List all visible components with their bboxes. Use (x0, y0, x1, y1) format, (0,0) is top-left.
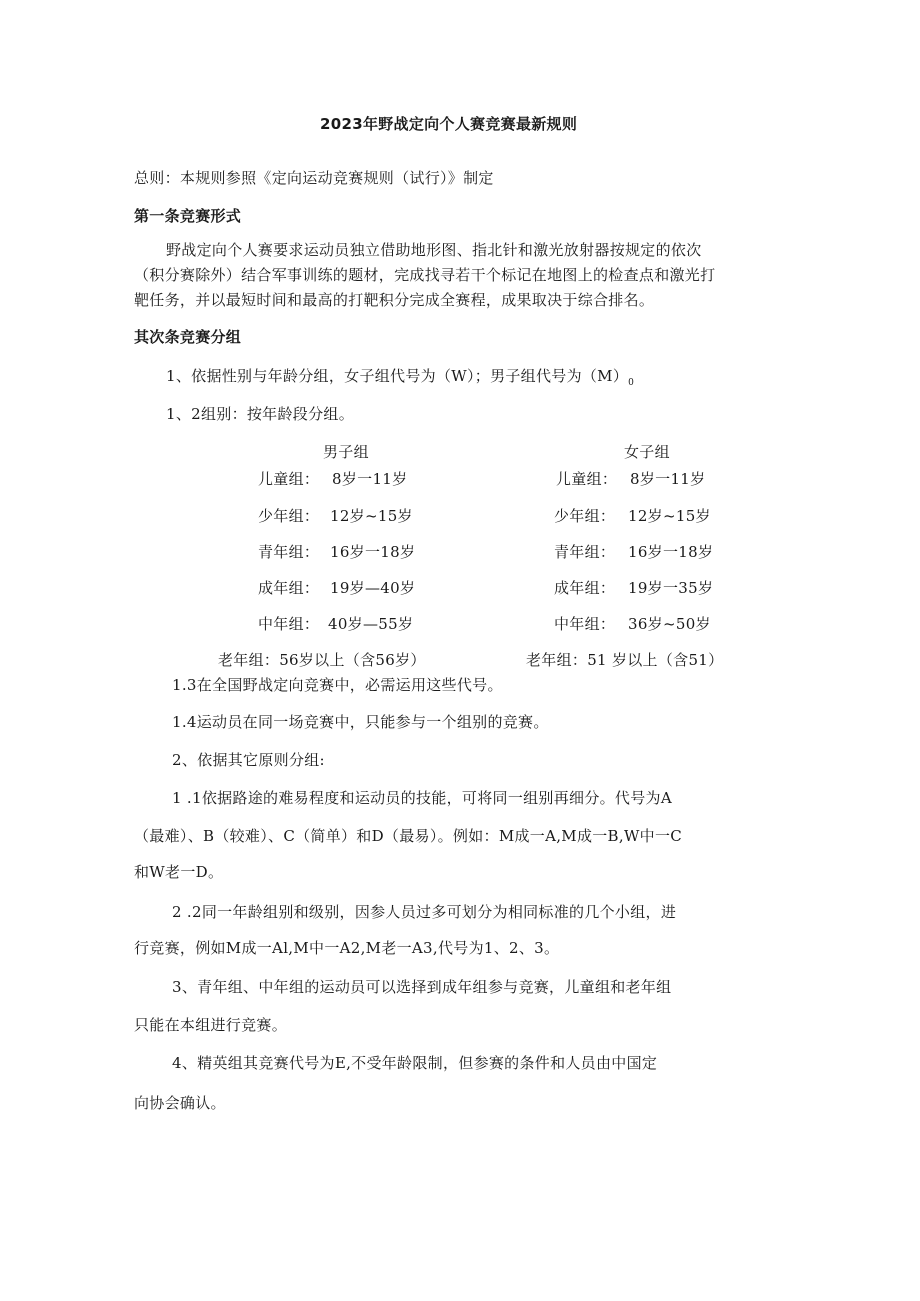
female-age-range: 16岁一18岁 (628, 543, 714, 561)
general-clause: 总则：本规则参照《定向运动竞赛规则（试行）》制定 (134, 169, 494, 187)
male-age-range: 12岁~15岁 (330, 507, 413, 525)
item-2-2-line: 行竞赛，例如M成一Al,M中一A2,M老一A3,代号为1、2、3。 (134, 939, 560, 957)
male-age-label: 青年组： (258, 543, 320, 561)
item-3-line: 3、青年组、中年组的运动员可以选择到成年组参与竞赛，儿童组和老年组 (172, 978, 672, 996)
male-age-label: 成年组： (258, 579, 320, 597)
male-age-label: 儿童组： (258, 470, 320, 488)
male-group-title: 男子组 (323, 443, 369, 461)
article-1-heading: 第一条竞赛形式 (134, 207, 242, 225)
female-age-label: 儿童组： (556, 470, 618, 488)
female-age-label: 中年组： (554, 615, 616, 633)
item-1-2: 1、2组别：按年龄段分组。 (166, 405, 354, 423)
male-age-range: 16岁一18岁 (330, 543, 416, 561)
item-1-text: 1、依据性别与年龄分组，女子组代号为（W）；男子组代号为（M） (166, 367, 629, 385)
female-senior-group: 老年组：51 岁以上（含51） (526, 651, 724, 669)
item-2-1-line: （最难）、B（较难）、C（简单）和D（最易）。例如：M成一A,M成一B,W中一C (134, 827, 683, 845)
item-1-3: 1.3在全国野战定向竞赛中，必需运用这些代号。 (172, 676, 503, 694)
article-1-line: 野战定向个人赛要求运动员独立借助地形图、指北针和激光放射器按规定的依次 (166, 241, 702, 259)
item-1-suffix: 0 (628, 378, 635, 388)
item-3-line: 只能在本组进行竞赛。 (134, 1016, 288, 1034)
female-age-range: 12岁~15岁 (628, 507, 711, 525)
male-age-label: 中年组： (258, 615, 320, 633)
article-1-line: 靶任务，并以最短时间和最高的打靶积分完成全赛程，成果取决于综合排名。 (134, 291, 655, 309)
female-age-range: 36岁~50岁 (628, 615, 711, 633)
male-age-range: 19岁—40岁 (330, 579, 416, 597)
item-2: 2、依据其它原则分组: (172, 751, 325, 769)
male-age-range: 8岁一11岁 (332, 470, 408, 488)
female-age-range: 8岁一11岁 (630, 470, 706, 488)
female-age-label: 成年组： (554, 579, 616, 597)
female-group-title: 女子组 (624, 443, 670, 461)
male-age-label: 少年组： (258, 507, 320, 525)
female-age-range: 19岁一35岁 (628, 579, 714, 597)
item-4-line: 4、精英组其竞赛代号为E,不受年龄限制，但参赛的条件和人员由中国定 (172, 1054, 658, 1072)
female-age-label: 青年组： (554, 543, 616, 561)
article-1-line: （积分赛除外）结合军事训练的题材，完成找寻若干个标记在地图上的检查点和激光打 (134, 266, 716, 284)
male-senior-group: 老年组：56岁以上（含56岁） (218, 651, 426, 669)
item-2-1-line: 和W老一D。 (134, 863, 224, 881)
item-1 (166, 366, 634, 393)
item-2-1-line: 1 .1依据路途的难易程度和运动员的技能，可将同一组别再细分。代号为A (172, 789, 672, 807)
item-4-line: 向协会确认。 (134, 1094, 226, 1112)
male-age-range: 40岁—55岁 (328, 615, 414, 633)
item-1-4: 1.4运动员在同一场竞赛中，只能参与一个组别的竞赛。 (172, 713, 549, 731)
female-age-label: 少年组： (554, 507, 616, 525)
page-title: 2023年野战定向个人赛竞赛最新规则 (320, 115, 578, 133)
article-2-heading: 其次条竞赛分组 (134, 328, 242, 346)
item-2-2-line: 2 .2同一年龄组别和级别，因参人员过多可划分为相同标准的几个小组，进 (172, 903, 677, 921)
